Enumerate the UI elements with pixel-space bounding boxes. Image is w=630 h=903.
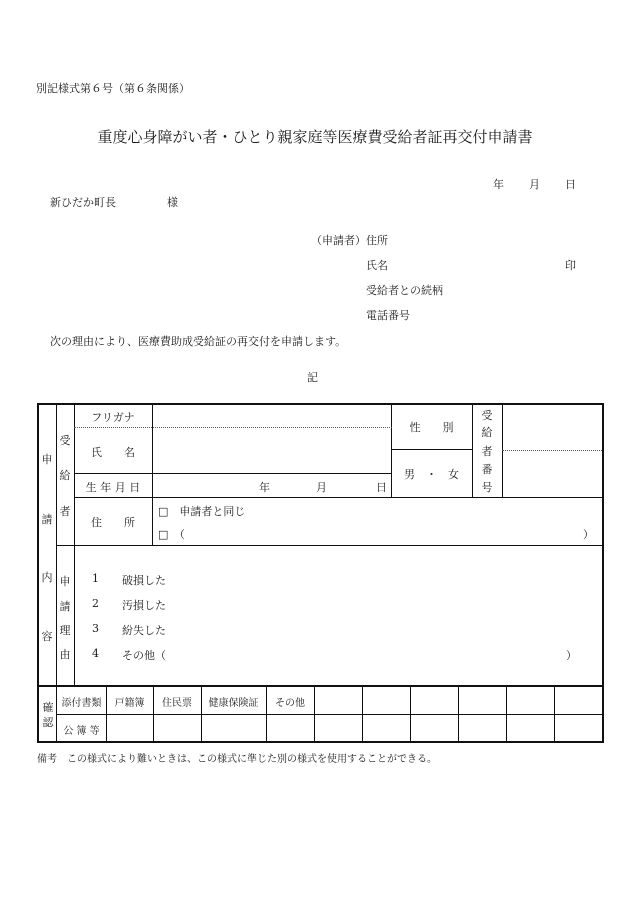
reason-option-other[interactable]: その他（ xyxy=(122,649,166,662)
applicant-name-label: 氏名 xyxy=(366,259,388,272)
confirm-col xyxy=(410,686,411,742)
honorific: 様 xyxy=(167,196,178,209)
row-line xyxy=(56,545,603,546)
recipient-label-char: 給 xyxy=(59,469,71,482)
date-day-label: 日 xyxy=(565,178,576,191)
ki-heading: 記 xyxy=(307,371,318,384)
confirm-col xyxy=(458,686,459,742)
confirm-col xyxy=(506,686,507,742)
group-label-char: 容 xyxy=(41,630,53,643)
confirm-label-char: 認 xyxy=(42,716,54,729)
table-border-mid xyxy=(37,685,604,687)
birth-year-label: 年 xyxy=(259,481,270,494)
recipient-number-char: 受 xyxy=(481,409,493,422)
attachment-insurance-card[interactable]: 健康保険証 xyxy=(208,698,259,709)
confirm-col xyxy=(554,686,555,742)
recipient-number-char: 番 xyxy=(481,463,493,476)
attachment-resident-record[interactable]: 住民票 xyxy=(162,698,192,709)
request-statement: 次の理由により、医療費助成受給証の再交付を申請します。 xyxy=(50,335,347,348)
reason-number: 1 xyxy=(92,572,99,585)
confirm-border-bottom xyxy=(37,741,604,743)
attachment-family-register[interactable]: 戸籍簿 xyxy=(114,698,145,709)
date-year-label: 年 xyxy=(493,178,504,191)
reason-number: 3 xyxy=(92,622,99,635)
number-divider xyxy=(502,450,602,451)
reason-label-char: 申 xyxy=(59,575,71,588)
phone-label: 電話番号 xyxy=(366,309,410,322)
name-label: 氏 名 xyxy=(91,446,135,459)
recipient-number-char: 号 xyxy=(481,481,493,494)
reason-close-paren: ） xyxy=(566,649,577,662)
col-line xyxy=(391,404,392,497)
reason-option-damaged[interactable]: 破損した xyxy=(122,574,166,587)
address-other-checkbox[interactable]: □ （ xyxy=(158,528,185,541)
sex-label: 性 別 xyxy=(409,421,454,434)
reason-label-char: 理 xyxy=(59,624,71,637)
col-line xyxy=(472,404,473,497)
sex-options[interactable]: 男 ・ 女 xyxy=(404,468,459,481)
table-border-left xyxy=(37,403,39,686)
seal-mark: 印 xyxy=(565,259,576,272)
confirm-label-char: 確 xyxy=(42,701,54,714)
recipient-number-char: 給 xyxy=(481,426,493,439)
relationship-label: 受給者との続柄 xyxy=(366,284,443,297)
applicant-label: （申請者） xyxy=(311,234,366,247)
document-title: 重度心身障がい者・ひとり親家庭等医療費受給者証再交付申請書 xyxy=(97,128,533,146)
official-records-label: 公 簿 等 xyxy=(63,726,100,737)
group-label-char: 内 xyxy=(41,571,53,584)
attachments-label: 添付書類 xyxy=(61,698,102,709)
recipient-number-char: 者 xyxy=(481,445,493,458)
group-label-char: 申 xyxy=(41,453,53,466)
reason-number: 4 xyxy=(92,647,99,660)
recipient-label-char: 受 xyxy=(59,434,71,447)
reason-option-soiled[interactable]: 汚損した xyxy=(122,599,166,612)
reason-label-char: 請 xyxy=(59,600,71,613)
footnote: 備考 この様式により難いときは、この様式に準じた別の様式を使用することができる。 xyxy=(37,754,437,765)
birth-month-label: 月 xyxy=(316,481,327,494)
address-label: 住 所 xyxy=(91,516,135,529)
confirm-row-line xyxy=(56,714,603,715)
reason-label-char: 由 xyxy=(59,648,71,661)
row-line xyxy=(74,473,392,474)
furigana-divider xyxy=(74,427,392,428)
addressee: 新ひだか町長 xyxy=(50,196,116,209)
row-line xyxy=(391,449,473,450)
confirm-border-left xyxy=(37,686,39,743)
reason-number: 2 xyxy=(92,597,99,610)
confirm-col xyxy=(362,686,363,742)
address-close-paren: ） xyxy=(583,528,594,541)
confirm-col xyxy=(314,686,315,742)
table-border-top xyxy=(37,403,604,405)
group-label-char: 請 xyxy=(41,513,53,526)
row-line xyxy=(74,497,603,498)
attachment-other[interactable]: その他 xyxy=(275,698,305,709)
furigana-label: フリガナ xyxy=(91,411,135,424)
date-month-label: 月 xyxy=(529,178,540,191)
birthdate-label: 生 年 月 日 xyxy=(85,481,141,494)
address-same-checkbox[interactable]: □ 申請者と同じ xyxy=(158,505,246,518)
birth-day-label: 日 xyxy=(376,481,387,494)
col-line xyxy=(152,404,153,546)
form-number: 別記様式第６号（第６条関係） xyxy=(36,82,190,95)
applicant-address-label: 住所 xyxy=(366,234,388,247)
recipient-label-char: 者 xyxy=(59,505,71,518)
reason-option-lost[interactable]: 紛失した xyxy=(122,624,166,637)
